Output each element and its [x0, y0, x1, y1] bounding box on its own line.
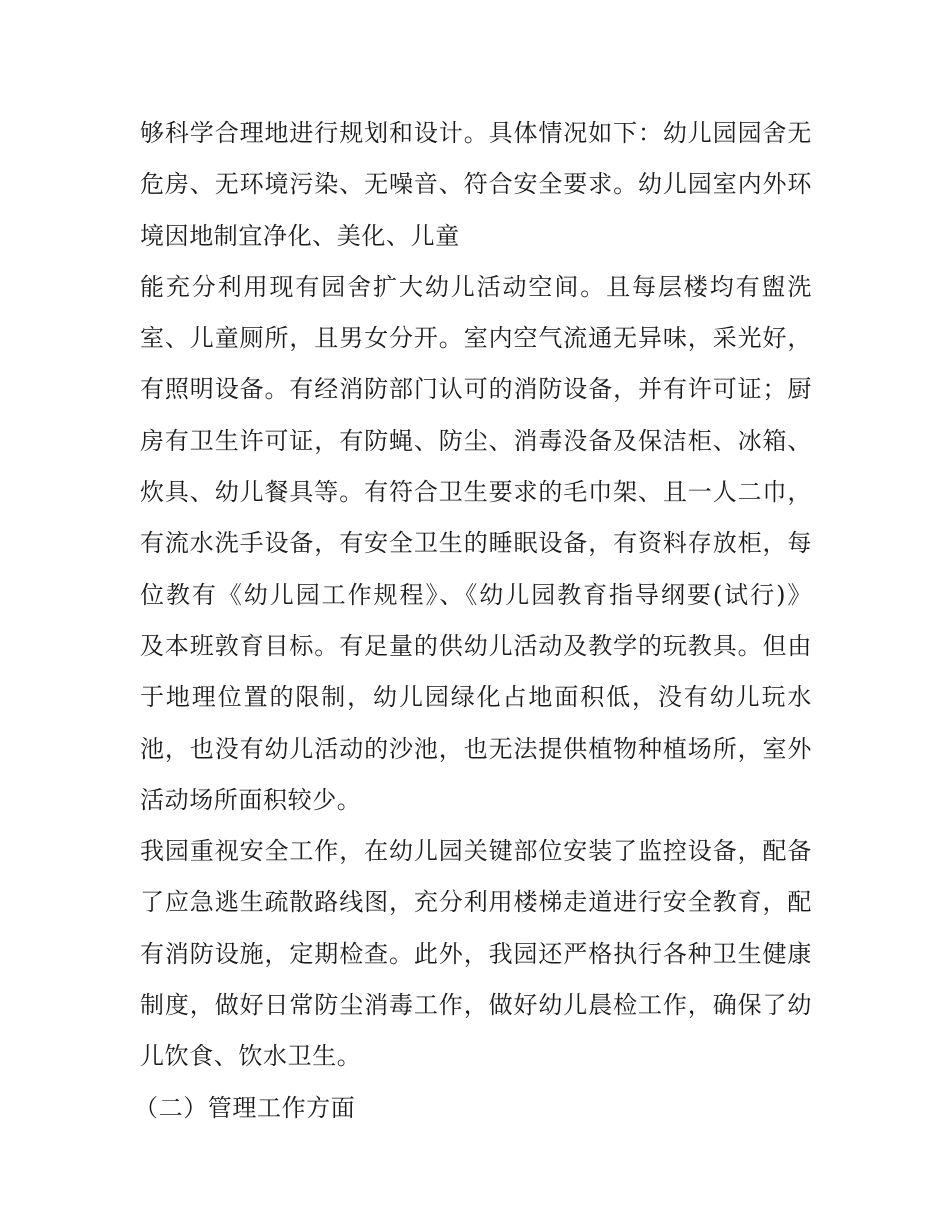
text-line: 境因地制宜净化、美化、儿童: [140, 221, 460, 250]
text-line: 池，也没有幼儿活动的沙池，也无法提供植物种植场所，室外: [140, 734, 812, 763]
text-line: 制度，做好日常防尘消毒工作，做好幼儿晨检工作，确保了幼: [140, 991, 812, 1020]
text-line: 有流水洗手设备，有安全卫生的睡眠设备，有资料存放柜，每: [140, 529, 812, 558]
text-line: 及本班敦育目标。有足量的供幼儿活动及教学的玩教具。但由: [140, 631, 812, 660]
text-line: 了应急逃生疏散路线图，充分利用楼梯走道进行安全教育，配: [140, 888, 812, 917]
document-body: [134, 108, 812, 1134]
text-line: 能充分利用现有园舍扩大幼儿活动空间。且每层楼均有盥洗: [140, 272, 812, 301]
text-line: 房有卫生许可证，有防蝇、防尘、消毒没备及保洁柜、冰箱、: [140, 426, 812, 455]
text-line: 够科学合理地进行规划和设计。具体情况如下：幼儿园园舍无: [140, 119, 812, 147]
text-line: 有消防设施，定期检查。此外，我园还严格执行各种卫生健康: [140, 939, 812, 968]
text-line: 于地理位置的限制，幼儿园绿化占地面积低，没有幼儿玩水: [140, 683, 812, 712]
text-line: 危房、无环境污染、无噪音、符合安全要求。幼儿园室内外环: [140, 170, 812, 199]
text-line: 有照明设备。有经消防部门认可的消防设备，并有许可证；厨: [140, 375, 812, 404]
text-line: 炊具、幼儿餐具等。有符合卫生要求的毛巾架、且一人二巾，: [140, 478, 812, 507]
text-line: 儿饮食、饮水卫生。: [140, 1042, 362, 1071]
text-line: 活动场所面积较少。: [140, 785, 362, 814]
text-line: 室、儿童厕所，且男女分开。室内空气流通无异味，采光好，: [140, 324, 812, 353]
text-line: 位教有《幼儿园工作规程》、《幼儿园教育指导纲要(试行)》: [140, 580, 812, 609]
text-line: 我园重视安全工作，在幼儿园关键部位安装了监控设备，配备: [140, 837, 812, 866]
section-heading: （二）管理工作方面: [134, 1093, 356, 1122]
